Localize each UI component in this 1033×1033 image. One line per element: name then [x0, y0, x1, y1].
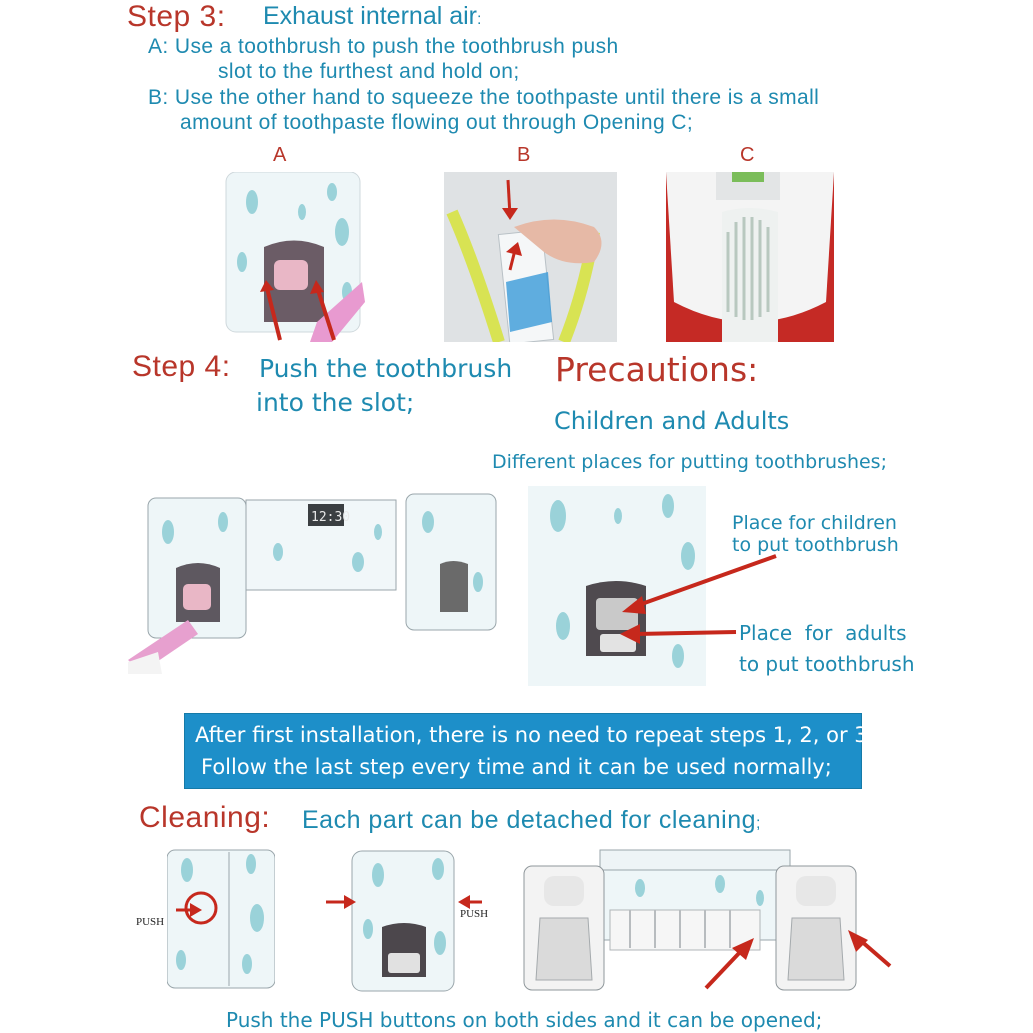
push-label-left: PUSH: [136, 916, 165, 928]
step3-line-a1: A: Use a toothbrush to push the toothbrush push: [148, 35, 619, 58]
step3-line-a2: slot to the furthest and hold on;: [218, 60, 520, 83]
precautions-title: Precautions:: [555, 350, 759, 389]
photo-label-b: B: [517, 144, 531, 166]
notice-panel: [184, 713, 875, 789]
push-label-right: PUSH: [460, 908, 489, 920]
photo-full-dispenser: [128, 492, 500, 674]
photo-c-opening: [666, 172, 834, 342]
clock-display: 12:30: [311, 510, 351, 525]
children-label: Place for children to put toothbrush: [732, 512, 899, 556]
latch-arrow-right: [860, 940, 890, 966]
step3-label: Step 3:: [127, 0, 226, 33]
children-arrow: [636, 556, 776, 606]
precautions-subtitle: Children and Adults: [554, 407, 790, 435]
step4-label: Step 4:: [132, 350, 231, 383]
photo-b-squeeze-tube: [444, 172, 617, 342]
cleaning-label: Cleaning:: [139, 801, 271, 834]
adults-arrow: [636, 632, 736, 634]
photo-label-c: C: [740, 144, 755, 166]
notice-line1: After first installation, there is no need to repeat steps 1, 2, or 3.: [195, 723, 875, 747]
precautions-note: Different places for putting toothbrushes;: [492, 451, 887, 473]
step3-title: Exhaust internal air:: [263, 2, 482, 30]
cleaning-title: Each part can be detached for cleaning;: [302, 806, 761, 834]
cleaning-footer: Push the PUSH buttons on both sides and it can be opened;: [226, 1008, 823, 1032]
step4-line1: Push the toothbrush: [259, 354, 513, 383]
photo-a-dispenser-slot: [222, 172, 365, 342]
step3-line-b2: amount of toothpaste flowing out through Opening C;: [180, 111, 694, 134]
cleaning-arrows: [160, 880, 900, 990]
notice-line2: Follow the last step every time and it can be used normally;: [201, 755, 832, 779]
step4-line2: into the slot;: [256, 388, 415, 417]
latch-arrow-left: [706, 950, 742, 988]
adults-label: Place for adults to put toothbrush: [739, 621, 915, 676]
photo-label-a: A: [273, 144, 287, 166]
step3-line-b1: B: Use the other hand to squeeze the toothpaste until there is a small: [148, 86, 820, 109]
